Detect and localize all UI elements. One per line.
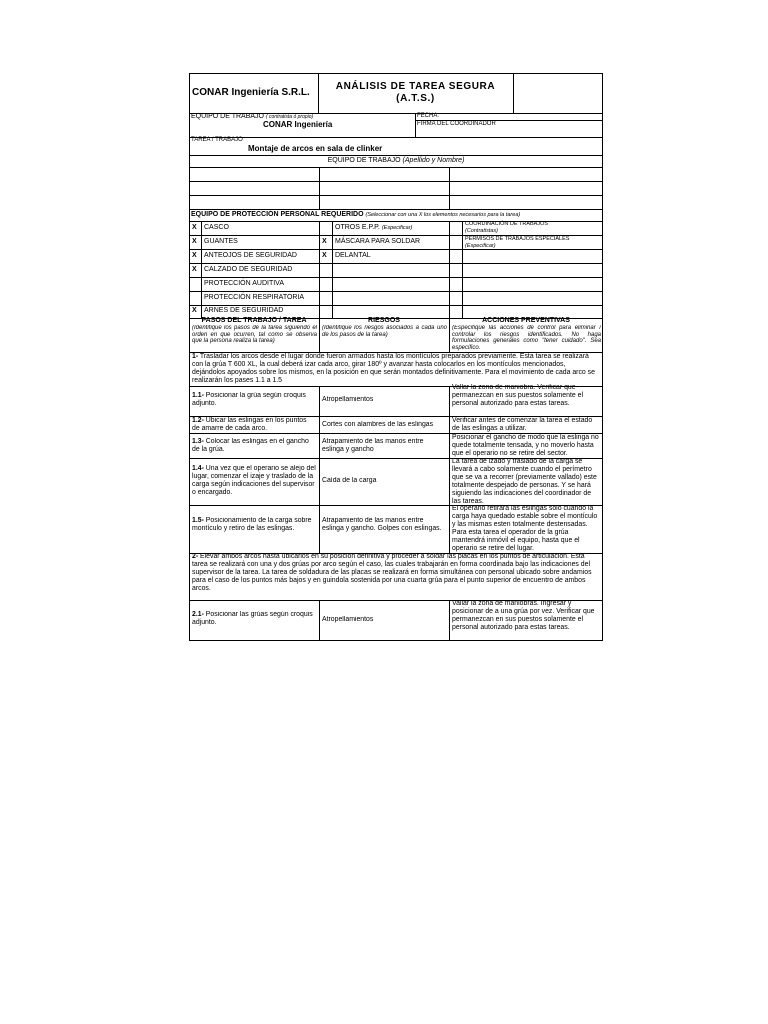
epp-item-guantes: GUANTES: [204, 238, 238, 245]
epp-hint-permisos: (Especificar): [465, 243, 496, 249]
epp-mark-delantal[interactable]: X: [322, 252, 327, 259]
tarea-label: TAREA / TRABAJO: [191, 137, 243, 143]
step-1-1: 1.1- Posicionar la grúa según croquis adjunto.: [192, 392, 306, 407]
risk-2-1: Atropellamientos: [322, 616, 374, 623]
epp-mark-calzado[interactable]: X: [192, 266, 197, 273]
risk-1-4: Caída de la carga: [322, 477, 377, 484]
action-2-1: Vallar la zona de maniobras. Ingresar y posicionar de a una grúa por vez. Verificar que permanezcan en sus puestos solamente el personal autorizado para estas tareas.: [452, 600, 595, 631]
action-1-1: Vallar la zona de maniobra. Verificar que permanezcan en sus puestos solamente el personal autorizado para estas tareas.: [452, 384, 583, 407]
epp-item-permisos: PERMISOS DE TRABAJOS ESPECIALES: [465, 236, 570, 242]
section-1-text: 1- Trasladar los arcos desde el lugar donde fueron armados hasta los montículos preparados previamente. Esta tarea se realizará con la grúa T 600 XL, la cual deberá izar cada arco, girar 180º y avanzar hasta colocarlos en los montículos mencionados, dejándolos apoyados sobre los mismos, en la posición en que serán montados definitivamente. Para el movimiento de cada arco se realizarán los pases 1.1 a 1.5: [192, 353, 595, 384]
epp-item-casco: CASCO: [204, 224, 229, 231]
epp-mark-arnes[interactable]: X: [192, 307, 197, 314]
form-subtitle: (A.T.S.): [396, 93, 435, 104]
pasos-hint: (Identifique los pasos de la tarea siguiendo el orden en que ocurren, tal como se observa que la persona realiza la tarea): [192, 325, 317, 345]
epp-title: EQUIPO DE PROTECCIÓN PERSONAL REQUERIDO (Seleccionar con una X los elementos necesarios para la tarea): [191, 211, 521, 218]
team-header: EQUIPO DE TRABAJO (Apellido y Nombre): [327, 157, 465, 164]
epp-item-anteojos: ANTEOJOS DE SEGURIDAD: [204, 252, 297, 259]
risk-1-3: Atrapamiento de las manos entre eslinga y gancho: [322, 438, 424, 453]
acciones-title: ACCIONES PREVENTIVAS: [482, 317, 570, 324]
pasos-title: PASOS DEL TRABAJO / TAREA: [201, 317, 307, 324]
epp-item-otros: OTROS E.P.P. (Especificar): [335, 224, 413, 231]
epp-item-mascara: MÁSCARA PARA SOLDAR: [335, 238, 421, 245]
action-1-2: Verificar antes de comenzar la tarea el estado de las eslingas a utilizar.: [452, 417, 593, 432]
action-1-5: El operario retirará las eslingas sólo cuando la carga haya quedado estable sobre el montículo y las mismas esten totalmente destensadas. Para esta tarea el operador de la grúa mantendrá inmóvil el equipo, hasta que el operario se retire del lugar.: [452, 505, 598, 552]
action-1-4: La tarea de izado y traslado de la carga se llevará a cabo solamente cuando el perímetro que se va a recorrer (previamente vallado) este totalmente despejado de personas. Y se hará siguiendo las indicaciones del coordinador de las tareas.: [452, 458, 597, 505]
epp-item-arnes: ARNES DE SEGURIDAD: [204, 307, 284, 314]
epp-item-coordinacion: COORDINACIÓN DE TRABAJOS: [465, 221, 549, 227]
company-name: CONAR Ingeniería S.R.L.: [192, 87, 310, 98]
epp-item-auditiva: PROTECCIÓN AUDITIVA: [204, 280, 284, 287]
epp-mark-casco[interactable]: X: [192, 224, 197, 231]
riesgos-title: RIESGOS: [368, 317, 400, 324]
risk-1-5: Atrapamiento de las manos entre eslinga y gancho. Golpes con eslingas.: [322, 517, 442, 532]
risk-1-2: Cortes con alambres de las eslingas: [322, 421, 434, 428]
firma-label: FIRMA DEL COORDINADOR: [417, 121, 496, 127]
tarea-value: Montaje de arcos en sala de clinker: [248, 144, 383, 153]
step-1-4: 1.4- Una vez que el operario se alejo del lugar, comenzar el izaje y traslado de la carga según indicaciones del supervisor o encargado.: [192, 465, 316, 496]
step-1-2: 1.2- Ubicar las eslingas en los puntos de amarre de cada arco.: [192, 417, 307, 432]
step-2-1: 2.1- Posicionar las grúas según croquis adjunto.: [192, 611, 313, 626]
section-2-text: 2- Elevar ambos arcos hasta ubicarlos en su posición definitiva y proceder a soldar las placas en los puntos de articulación. Esta tarea se realizará con una y dos grúas por arco según el caso, las cuales trabajarán en forma coordinada bajo las indicaciones del supervisor de la tarea. La tarea de soldadura de las placas se realizará en forma simultánea con personal ubicado sobre andamios para el caso de los puntos más bajos y en guindola sostenida por una cuarta grúa para el punto superior de encuentro de ambos arcos.: [192, 553, 592, 592]
epp-mark-guantes[interactable]: X: [192, 238, 197, 245]
step-1-5: 1.5- Posicionamiento de la carga sobre montículo y retiro de las eslingas.: [192, 517, 312, 532]
epp-item-calzado: CALZADO DE SEGURIDAD: [204, 266, 293, 273]
equipo-label: EQUIPO DE TRABAJO ( contratista ó propio): [191, 113, 314, 120]
epp-hint-coordinacion: (Contratistas): [465, 228, 499, 234]
fecha-label: FECHA:: [417, 113, 440, 119]
epp-mark-mascara[interactable]: X: [322, 238, 327, 245]
riesgos-hint: (Identifique los riesgos asociados a cada uno de los pasos de la tarea): [322, 325, 447, 338]
acciones-hint: (Especifique las acciones de control para eliminar / controlar los riesgos identificados. No haga formulaciones generales como "tener cuidado". Sea especifico.: [452, 325, 601, 351]
risk-1-1: Atropellamientos: [322, 396, 374, 403]
epp-item-respiratoria: PROTECCIÓN RESPIRATORIA: [204, 294, 305, 301]
equipo-value: CONAR Ingeniería: [263, 120, 333, 129]
action-1-3: Posicionar el gancho de modo que la eslinga no quede totalmente tensada, y no moverlo hasta que el operario no se retire del sector.: [452, 434, 599, 457]
step-1-3: 1.3- Colocar las eslingas en el gancho de la grúa.: [192, 438, 309, 453]
epp-mark-anteojos[interactable]: X: [192, 252, 197, 259]
epp-item-delantal: DELANTAL: [335, 252, 371, 259]
form-title: ANÁLISIS DE TAREA SEGURA: [335, 81, 496, 92]
